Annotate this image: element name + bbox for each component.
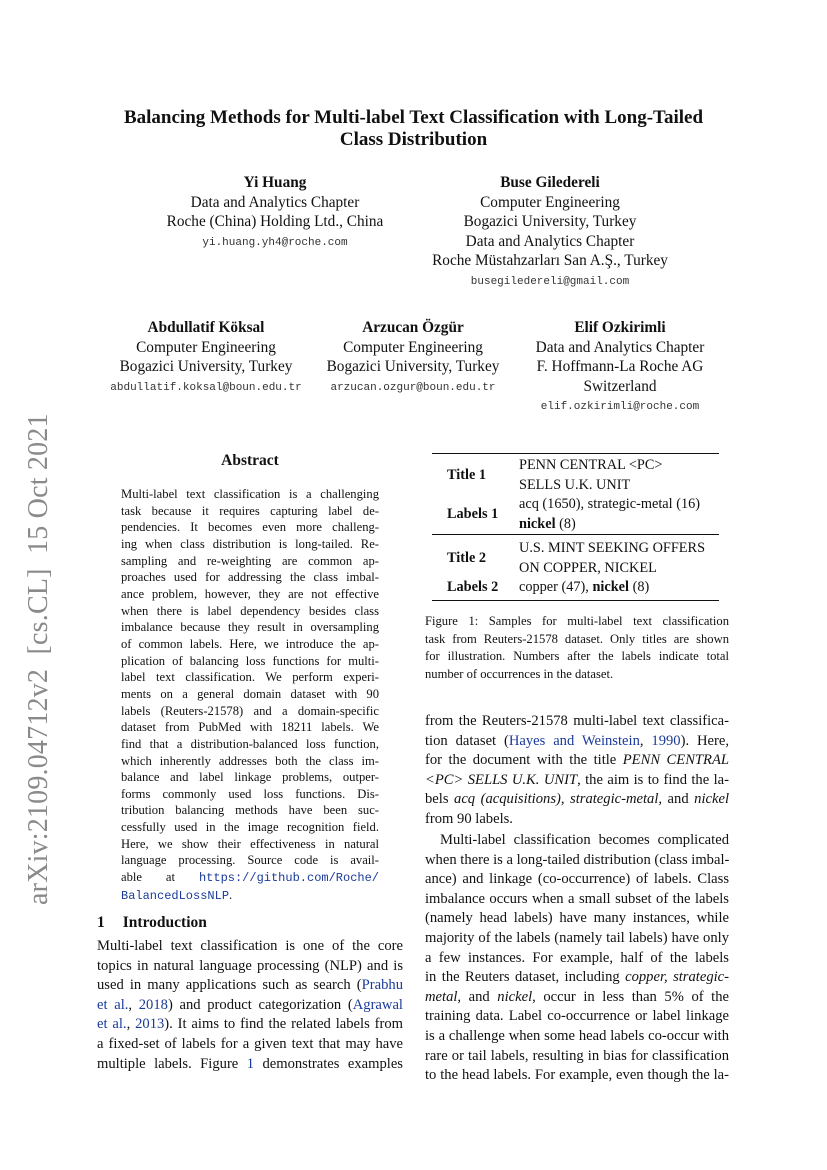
text-line [97,1015,403,1035]
citation-link[interactable]: 2018 [138,996,168,1013]
text-line [425,1066,729,1086]
text-run: (8) [555,515,576,532]
text-line [121,636,379,653]
text-run: able at [121,870,199,885]
text-run: labels (Reuters-21578) and a domain-specific [121,703,379,718]
text-line [425,790,729,810]
author-block [400,173,700,292]
section-title: Introduction [122,914,207,931]
text-run: training data. Label co-occurrence or label linkage [425,1008,729,1025]
figure-caption [425,613,729,683]
text-run: label text classification. We perform experi- [121,670,379,685]
text-line [121,553,379,570]
title-line: Class Distribution [339,129,488,150]
title-line: Balancing Methods for Multi-label Text Classification with Long-Tailed [123,107,704,128]
author-name: Arzucan Özgür [362,319,464,336]
author-name: Buse Giledereli [500,174,600,191]
text-line [425,732,729,752]
author-affiliation: Computer Engineering [343,338,483,356]
figure-1 [432,453,719,601]
author-email: yi.huang.yh4@roche.com [202,236,348,249]
text-run: of common labels. Here, we introduce the ap- [121,636,379,651]
right-paragraph-2 [425,831,729,1086]
text-run: ) and product categorization ( [167,996,353,1013]
text-line [97,1055,403,1075]
text-run: , the aim is to find the la- [577,771,729,788]
figure-row-key: Labels 1 [447,505,499,522]
text-line [121,503,379,520]
text-run: for the document with the title [425,752,623,769]
text-run: <PC> SELLS U.K. UNIT [425,771,578,788]
text-run: and [662,791,695,808]
text-line [425,751,729,771]
text-line [425,851,729,871]
section-number: 1 [97,914,105,931]
text-run: sampling and re-weighting are common ap- [121,553,379,568]
text-line [121,603,379,620]
text-run: (namely head labels) have many instances, while [425,910,729,927]
author-name: Abdullatif Köksal [147,319,265,336]
author-email: arzucan.ozgur@boun.edu.tr [330,381,496,394]
text-run: tribution balancing methods have been suc- [121,803,379,818]
text-run: nickel [694,791,729,808]
text-line [425,810,729,830]
text-run: majority of the labels (namely tail labels) have only [425,929,729,946]
text-run: multiple labels. Figure [97,1055,247,1072]
author-affiliation: Data and Analytics Chapter [465,232,635,250]
text-run: . [229,887,233,902]
text-run: ON COPPER, NICKEL [519,559,657,576]
abstract-body [121,486,379,904]
text-run: Multi-label text classification is one of the core [97,938,403,954]
author-block [515,318,725,417]
text-run: for illustration. Numbers after the labels indicate total [425,649,729,663]
text-run: when there is label dependency besides class [121,603,379,618]
text-line [121,802,379,819]
figure-row-key: Title 1 [447,466,487,483]
text-run: task because it requires capturing label de- [121,503,379,518]
text-line [121,769,379,786]
text-line [425,712,729,732]
text-run: PENN CENTRAL <PC> [519,457,663,473]
text-line [121,836,379,853]
text-line [121,852,379,869]
text-run: which inherently addresses both the class im- [121,753,379,768]
text-run: , [126,1016,136,1033]
text-run: Figure 1: Samples for multi-label text classification [425,614,729,628]
text-run: Multi-label text classification is a challenging [121,487,379,501]
text-line [425,648,729,666]
text-line [425,613,729,631]
text-run: rare or tail labels, resulting in bias for classification [425,1047,729,1064]
citation-link[interactable]: BalancedLossNLP [121,888,230,903]
text-line [97,937,403,957]
text-line [425,929,729,949]
text-line [121,586,379,603]
text-run: nickel [497,988,533,1005]
text-run: pendencies. It becomes even more challeng- [121,520,379,535]
text-line [121,703,379,720]
text-line [425,988,729,1008]
text-line [121,536,379,553]
citation-link[interactable]: et al. [97,996,129,1013]
citation-link[interactable]: 1990 [651,732,681,749]
text-run: SELLS U.K. UNIT [519,476,631,493]
text-run: when there is a long-tailed distribution (class imbal- [425,851,730,868]
text-line [519,476,719,496]
figure-row-key: Title 2 [447,549,487,566]
text-run: topics in natural language processing (NLP) and is [97,957,403,974]
citation-link[interactable]: https://github.com/Roche/ [198,871,379,886]
text-line [121,486,379,503]
citation-link[interactable]: et al. [97,1016,127,1033]
text-run: Here, we show their effectiveness in natural [121,836,379,851]
text-run: nickel [519,515,556,532]
text-line [425,949,729,969]
text-run: imbalance because they result in oversampling [121,620,379,635]
text-run: imbalance occurs when a small subset of the labels [425,890,729,907]
section-heading [97,914,207,932]
text-line [425,1007,729,1027]
text-run: cessfully used in the image recognition field. [121,820,379,835]
citation-link[interactable]: Prabhu [361,977,403,994]
text-run: forms commonly used loss functions. Dis- [121,786,379,801]
figure-row-value [519,495,719,535]
author-affiliation: Data and Analytics Chapter [190,193,360,211]
text-run: ance problem, however, they are not effective [121,586,379,601]
figure-row-key: Labels 2 [447,579,499,595]
author-affiliation: Roche (China) Holding Ltd., China [166,213,384,230]
text-run: ance) and linkage (co-occurrence) of labels. Class [425,871,729,888]
text-line [121,736,379,753]
text-run: ing when class distribution is long-tailed. Re- [121,536,379,551]
text-run: dataset from PubMed with 18211 labels. We [121,720,379,735]
author-block [95,318,317,398]
text-line [121,653,379,670]
text-run: bels [425,791,455,808]
author-affiliation: Bogazici University, Turkey [463,213,637,230]
text-run: find that a distribution-balanced loss function, [121,736,379,751]
author-block [313,318,513,398]
citation-link[interactable]: 1 [246,1055,255,1072]
arxiv-stamp: arXiv:2109.04712v2 [cs.CL] 15 Oct 2021 [23,413,54,905]
text-line [425,968,729,988]
text-line [121,669,379,686]
text-run: acq (1650), strategic-metal (16) [519,496,701,512]
text-line [121,619,379,636]
text-run: ments on a general domain dataset with 90 [121,686,379,701]
text-line [519,456,719,476]
text-line [425,831,729,851]
text-run: language processing. Source code is avail- [121,853,379,868]
abstract-heading: Abstract [221,452,279,469]
text-line [97,976,403,996]
author-email: abdullatif.koksal@boun.edu.tr [110,381,302,394]
text-line [425,771,729,791]
text-line [121,519,379,536]
text-run: tion dataset ( [425,732,509,749]
text-run: balance and label linkage problems, outper- [121,770,379,785]
figure-row [432,495,719,535]
text-run: , [128,996,139,1013]
intro-paragraph [97,937,403,1074]
author-email: elif.ozkirimli@roche.com [540,401,700,413]
author-name: Elif Ozkirimli [574,319,666,336]
text-line [519,515,719,535]
author-affiliation: Computer Engineering [136,338,276,356]
author-affiliation: Switzerland [583,377,657,395]
author-affiliation: Data and Analytics Chapter [535,338,705,356]
text-line [121,887,379,905]
text-line [121,786,379,803]
citation-link[interactable]: Agrawal [352,996,403,1013]
text-line [121,686,379,703]
text-run: acq (acquisitions), strategic-metal, [454,791,663,808]
text-line [519,578,719,598]
text-line [121,819,379,836]
text-run: a fixed-set of labels for a given text that may have [97,1035,403,1052]
text-run: from 90 labels. [425,810,513,827]
text-run: ). Here, [680,732,729,749]
figure-row [432,456,719,495]
text-run: in the Reuters dataset, including [425,969,626,986]
author-affiliation: Bogazici University, Turkey [119,358,293,375]
text-line [519,559,719,579]
text-run: metal, [425,988,462,1005]
text-run: copper (47), [519,579,593,595]
text-run: nickel [592,579,629,595]
text-line [519,495,719,515]
text-line [97,996,403,1016]
text-run: Multi-label classification becomes complicated [440,832,729,848]
author-block [130,173,420,253]
text-run: copper, strategic- [625,969,730,986]
text-line [121,869,379,887]
paper-title [60,107,767,151]
text-run: number of occurrences in the dataset. [425,666,614,681]
text-line [425,909,729,929]
text-line [519,539,719,559]
figure-row-value [519,578,719,598]
text-line [425,1047,729,1067]
text-run: to the head labels. For example, even though the la- [425,1067,729,1084]
text-run: a few instances. For example, half of the labels [425,949,729,966]
citation-link[interactable]: Hayes and Weinstein [508,732,640,749]
author-name: Yi Huang [243,174,307,191]
text-run: and [461,988,498,1005]
text-run: plication of balancing loss functions for multi- [121,653,379,668]
text-run: task from Reuters-21578 dataset. Only titles are shown [425,631,729,646]
text-run: used in many applications such as search ( [97,977,362,994]
text-run: U.S. MINT SEEKING OFFERS [519,540,706,556]
citation-link[interactable]: 2013 [135,1016,165,1033]
text-run: PENN CENTRAL [622,752,729,769]
figure-row [432,535,719,579]
text-run: (8) [629,579,650,595]
text-line [97,957,403,977]
figure-row-value [519,456,719,495]
figure-table [432,456,719,598]
text-run: ). It aims to find the related labels from [164,1016,403,1033]
text-line [121,719,379,736]
text-run: , [639,732,652,749]
text-run: , occur in less than 5% of the [532,988,729,1005]
text-line [97,1035,403,1055]
text-run: from the Reuters-21578 multi-label text classifica- [425,713,729,729]
author-affiliation: F. Hoffmann-La Roche AG [536,358,704,375]
author-affiliation: Computer Engineering [480,193,620,211]
figure-row-value [519,535,719,579]
author-email: busegiledereli@gmail.com [470,275,630,288]
text-line [121,569,379,586]
text-line [121,753,379,770]
text-line [425,1027,729,1047]
figure-row [432,578,719,598]
text-line [425,666,729,684]
text-run: demonstrates examples [254,1055,403,1072]
author-affiliation: Bogazici University, Turkey [326,358,500,375]
author-affiliation: Roche Müstahzarları San A.Ş., Turkey [432,252,668,269]
text-line [425,890,729,910]
right-paragraph-1 [425,712,729,830]
text-run: is a challenge when some head labels co-occur with [425,1027,729,1044]
text-line [425,631,729,649]
text-run: proaches used for addressing the class imbal- [121,570,379,585]
text-line [425,870,729,890]
